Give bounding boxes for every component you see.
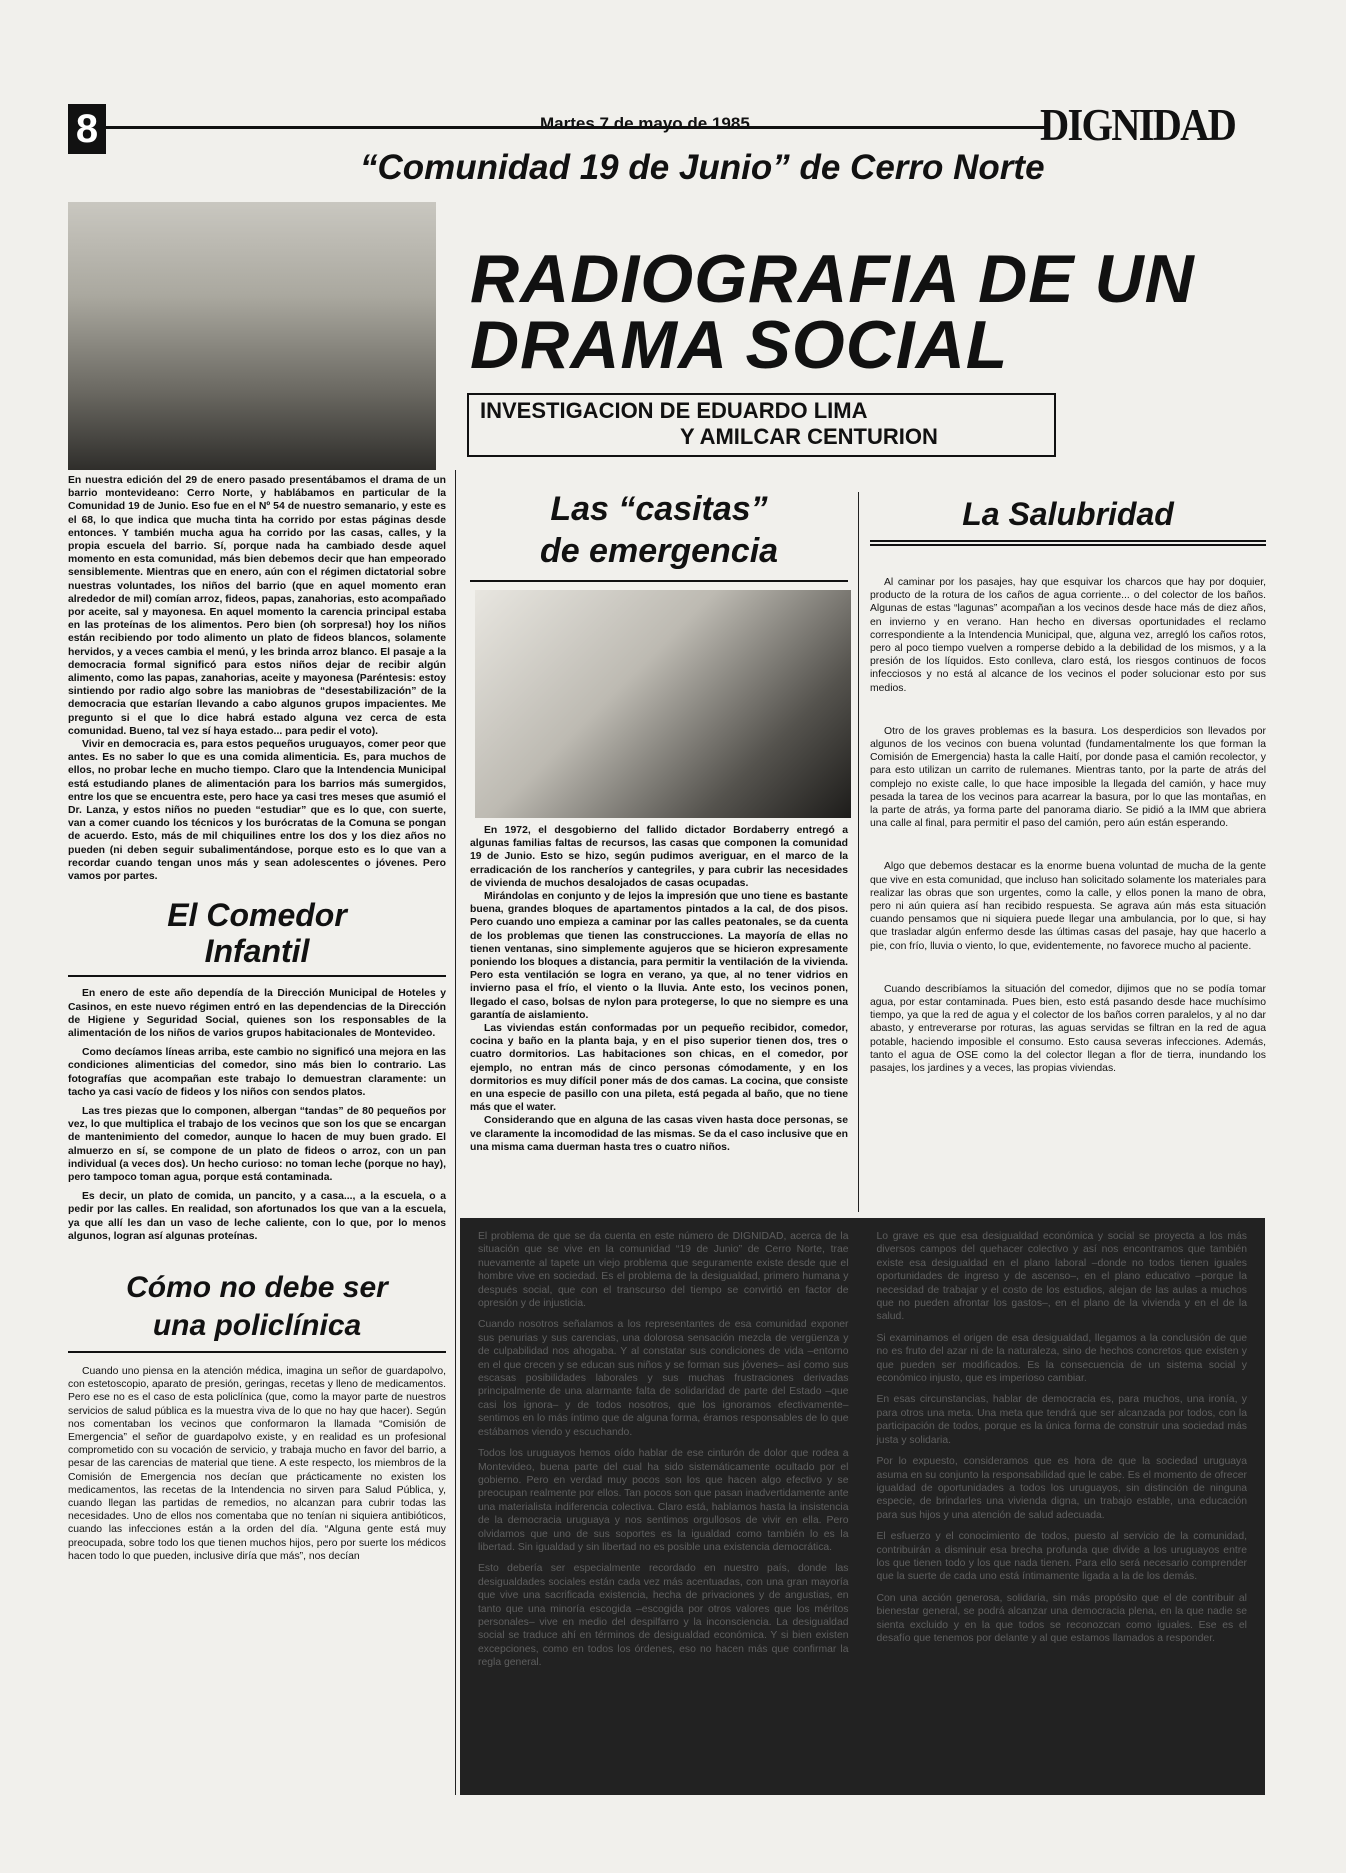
column-rule-1	[455, 470, 456, 1795]
editorial-paragraph: Con una acción generosa, solidaria, sin más propósito que el de contribuir al bienestar general, se podrá alcanzar una democracia plena, en la que nadie se sienta excluido y en la que todos se reconozcan como iguales. Ese es el desafío que tenemos por delante y al que estamos llamados a responder.	[876, 1592, 1247, 1644]
main-headline-line2: DRAMA SOCIAL	[470, 307, 1009, 383]
casitas-paragraph-4: Considerando que en alguna de las casas viven hasta doce personas, se ve claramente la incomodidad de las mismas. Se da el caso inclusive que en una misma cama duerman hasta tres o cuatro niños.	[470, 1115, 848, 1153]
issue-date: Martes 7 de mayo de 1985	[540, 114, 750, 133]
comedor-paragraph-3: Las tres piezas que lo componen, albergan “tandas” de 80 pequeños por vez, lo que multiplica el trabajo de los vecinos que son los que se encargan de mantenimiento del comedor, aunque lo hacen de muy buen grado. El almuerzo en sí, se compone de un plato de fideos o arroz, con un pan individual (a veces dos). Un hecho curioso: no toman leche (porque no hay), pero tampoco toman agua, porque está contaminada.	[68, 1105, 446, 1183]
editorial-paragraph: Lo grave es que esa desigualdad económica y social se proyecta a los más diversos campos del quehacer colectivo y así nos encontramos que también existe esa desigualdad en el plano laboral –donde no todos tienen iguales oportunidades de ingreso y de ascenso–, en el plano educativo –porque la necesidad de trabajar y el costo de los estudios, alejan de las aulas a muchos que no pueden afrontar los gastos–, en el plano de la vivienda y en el de la salud.	[876, 1231, 1247, 1323]
photo-emergency-houses	[475, 590, 851, 818]
salubridad-paragraph-3: Algo que debemos destacar es la enorme buena voluntad de mucha de la gente que vive en esta comunidad, que incluso han solicitado solamente los materiales para realizar las obras que son urgentes, como la calle, y ellos ponen la mano de obra, pero ni aún quiera así han recibido respuesta. Se agrava aún más esta situación cuando pensamos que ni siquiera puede llegar una ambulancia, por lo que, si hay que trasladar algún enfermo desde las últimas casas del pasaje, hay que hacerlo a pie, con frío, lluvia o viento, lo que, evidentemente, no favorece mucho al paciente.	[870, 861, 1266, 952]
editorial-box	[460, 1218, 1265, 1795]
column-rule-2	[858, 492, 859, 1212]
masthead: DIGNIDAD	[1040, 99, 1236, 150]
editorial-paragraph: Cuando nosotros señalamos a los representantes de esa comunidad exponer sus penurias y sus carencias, una dolorosa sensación mezcla de vergüenza y de culpabilidad nos ahogaba. Y al constatar sus condiciones de vida –entorno en el que crecen y se educan sus niños y se forman sus jóvenes– así como sus escasas posibilidades laborales y sus muchas frustraciones derivadas principalmente de una alarmante falta de solidaridad de parte del Estado –que casi los ignora– y de todos nosotros, que los ignoramos efectivamente– sentimos en lo más íntimo que de alguna forma, éramos responsables de lo que estábamos viendo y escuchando.	[478, 1319, 849, 1438]
casitas-paragraph-2: Mirándolas en conjunto y de lejos la impresión que uno tiene es bastante buena, grandes bloques de apartamentos pintados a la cal, de dos pisos. Pero cuando uno empieza a caminar por las calles peatonales, se da cuenta de los problemas que tienen las construcciones. La mayoría de ellas no tienen ventanas, sino simplemente agujeros que se hicieron expresamente poniendo los bloques a distancia, para permitir la ventilación de la vivienda. Pero esta ventilación se logra en verano, ya que, al no tener vidrios en invierno pasa el frío, el viento o la lluvia. Ante esto, los vecinos ponen, llegado el caso, bolsas de nylon para protegerse, lo que no siempre es una garantía de aislamiento.	[470, 891, 848, 1021]
comedor-paragraph-1: En enero de este año dependía de la Dirección Municipal de Hoteles y Casinos, en este nuevo régimen entró en las dependencias de la Dirección de Higiene y Seguridad Social, quienes son los responsables de la alimentación de los niños de varios grupos habitacionales de Montevideo.	[68, 988, 446, 1039]
policlinica-paragraph: Cuando uno piensa en la atención médica, imagina un señor de guardapolvo, con estetoscopio, aparato de presión, geringas, recetas y lleno de medicamentos. Pero ese no es el caso de esta policlínica (que, como la mayor parte de nuestros servicios de salud pública es la muestra viva de lo que no hay que hacer). Según nos comentaban los vecinos que conformaron la llamada “Comisión de Emergencia” el señor de guardapolvo existe, y en realidad es un profesional comprometido con su vocación de servicio, y trabaja mucho en favor del barrio, a pesar de las carencias de material que tiene. A este respecto, los miembros de la Comisión de Emergencia nos decían que prácticamente no existen los medicamentos, las recetas de la Intendencia no sirven para Salud Pública, y, cuando llegan las partidas de remedios, no alcanzan para cubrir todas las necesidades. Uno de ellos nos comentaba que no tenían ni siquiera antibióticos, cuando las infecciones están a la orden del día. “Alguna gente está muy preocupada, sobre todo los que tienen muchos hijos, pero por suerte los médicos hacen todo lo que pueden, inclusive diría que más”, nos decían	[68, 1365, 446, 1562]
casitas-title-rule	[470, 580, 848, 582]
photo-children-comedor	[68, 202, 436, 470]
salubridad-paragraph-1: Al caminar por los pasajes, hay que esquivar los charcos que hay por doquier, producto de la rotura de los caños de agua corriente... o del colector de los baños. Algunas de estas “lagunas” acompañan a los vecinos desde hace más de diez años, en invierno y en verano. Han hecho en diversas oportunidades el reclamo correspondiente a la Intendencia Municipal, que, alguna vez, arregló los caños rotos, pero al poco tiempo vuelven a romperse debido a la debilidad de los mismos, y a la presión de los líquidos. Esto conlleva, claro está, los riesgos continuos de focos infecciosos y no está al alcance de los vecinos el poder solucionar esto por sus medios.	[870, 577, 1266, 694]
editorial-paragraph: En esas circunstancias, hablar de democracia es, para muchos, una ironía, y para otros una meta. Una meta que tendrá que ser alcanzada por todos, con la participación de todos, porque es la única forma de construir una sociedad más justa y solidaria.	[876, 1394, 1247, 1446]
column-2-text	[470, 824, 848, 1154]
casitas-paragraph-3: Las viviendas están conformadas por un pequeño recibidor, comedor, cocina y baño en la planta baja, y en el piso superior tienen dos, tres o cuatro dormitorios. Las habitaciones son chicas, en el comedor, por ejemplo, no entran más de cinco personas cómodamente, y en los dormitorios es muy difícil poner más de dos camas. La cocina, que consiste en una especie de pasillo con una pileta, está pegada al baño, que no tiene más que el water.	[470, 1023, 848, 1114]
comedor-title-line2: Infantil	[204, 933, 310, 970]
main-headline-line1: RADIOGRAFIA DE UN	[470, 241, 1195, 317]
policlinica-title-rule	[68, 1351, 446, 1353]
casitas-title-line2: de emergencia	[539, 532, 779, 570]
editorial-paragraph: Si examinamos el origen de esa desigualdad, llegamos a la conclusión de que no es fruto del azar ni de la naturaleza, sino de hechos concretos que existen y que pueden ser modificados. Es la consecuencia de un sistema social y económico injusto, que es imperioso cambiar.	[876, 1332, 1247, 1385]
page-number: 8	[68, 104, 106, 154]
salubridad-title: La Salubridad	[962, 496, 1174, 532]
byline-line2: Y AMILCAR CENTURION	[680, 424, 938, 449]
editorial-paragraph: Por lo expuesto, consideramos que es hora de que la sociedad uruguaya asuma en su conjunto la responsabilidad que le cabe. Es el momento de ofrecer igualdad de oportunidades a todos los uruguayos, sin distinción de ninguna especie, de brindarles una vivienda digna, un trabajo estable, una educación para sus hijos y una atención de salud adecuada.	[876, 1456, 1247, 1521]
comedor-title-rule	[68, 975, 446, 977]
main-headline	[470, 241, 1195, 383]
section-title: “Comunidad 19 de Junio” de Cerro Norte	[360, 148, 1045, 187]
casitas-title-line1: Las “casitas”	[550, 490, 768, 528]
intro-paragraph: En nuestra edición del 29 de enero pasado presentábamos el drama de un barrio montevideano: Cerro Norte, y hablábamos en particular de la Comunidad 19 de Junio. Eso fue en el Nº 54 de nuestro semanario, y este es el 68, lo que indica que mucha tinta ha corrido por estas páginas desde entonces. Y también mucha agua ha corrido por las casas, calles, y la propia escuela del barrio. Sí, porque nada ha cambiado desde aquel momento en esta comunidad, más bien debemos decir que han empeorado sensiblemente. Mientras que en enero, aún con el régimen dictatorial sobre nuestras voluntades, los niños del barrio (que en aquel momento eran alrededor de mil) comían arroz, fideos, papas, zanahorias, esto acompañado por aceite, sal y mayonesa. En aquel momento la carencia principal estaba en las proteínas de los alimentos. Pero bien (oh sorpresa!) hoy los niños están recibiendo por todo alimento un plato de fideos blancos, solamente hervidos, y a veces cambia el menú, y les brinda arroz blanco. El pasaje a la democracia formal significó para estos niños dejar de recibir algún alimento, como las papas, zanahorias, aceite y mayonesa (Paréntesis: estoy sintiendo por radio algo sobre las maniobras de “desestabilización” de la democracia que estarían llevando a cabo algunos grupos impacientes. Me pregunto si el que lo dice habrá estado alguna vez cerca de esta comunidad. Bueno, tal vez sí haya estado... para pedir el voto).	[68, 475, 446, 737]
column-2	[470, 488, 848, 582]
editorial-paragraph: Todos los uruguayos hemos oído hablar de ese cinturón de dolor que rodea a Montevideo, buena parte del cual ha sido sistemáticamente ocultado por el gobierno. Pero en verdad muy pocos son los que hacen algo efectivo y se preocupan realmente por ellos. Tan pocos son que pasan inadvertidamente ante una materialista indiferencia colectiva. Claro está, hablamos hasta la insistencia de la democracia uruguaya y nos sentimos orgullosos de vivir en ella. Pero olvidamos que uno de sus soportes es la igualdad como también lo es la libertad. Sin igualdad y sin libertad no es posible una existencia democrática.	[478, 1448, 849, 1553]
column-3	[870, 494, 1266, 1075]
comedor-paragraph-4: Es decir, un plato de comida, un pancito, y a casa..., a la escuela, o a pedir por las calles. En realidad, son afortunados los que van a la escuela, ya que allí les dan un vaso de leche caliente, con lo que, por lo menos algunos, logran así algunas proteínas.	[68, 1191, 446, 1242]
salubridad-title-rule	[870, 540, 1266, 542]
salubridad-title-rule-2	[870, 544, 1266, 546]
casitas-paragraph-1: En 1972, el desgobierno del fallido dictador Bordaberry entregó a algunas familias faltas de recursos, las casas que componen la comunidad 19 de Junio. Esto se hizo, según pudimos averiguar, en el marco de la erradicación de los rancheríos y cantegriles, y para cubrir las necesidades de vivienda de muchos desalojados de casas ocupadas.	[470, 825, 848, 889]
salubridad-paragraph-2: Otro de los graves problemas es la basura. Los desperdicios son llevados por algunos de los vecinos con buena voluntad (fundamentalmente los que forman la Comisión de Emergencia) hasta la calle Haití, por donde pasa el camión recolector, y para esto utilizan un carrito de rulemanes. Mientras tanto, por la parte de atrás del complejo no existe calle, lo que hace imposible la llegada del camión, y hace muy pesada la tarea de los vecinos para acarrear la basura, por lo que las montañas, en la parte de atrás, ya forma parte del panorama diario. Se pidió a la IMM que abriera una calle al final, para permitir el paso del camión, pero aún están esperando.	[870, 725, 1266, 830]
comedor-paragraph-2: Como decíamos líneas arriba, este cambio no significó una mejora en las condiciones alimenticias del comedor, sino más bien lo contrario. Las fotografías que acompañan este trabajo lo demuestran claramente: un tacho ya casi vacío de fideos y los niños con sendos platos.	[68, 1047, 446, 1098]
comedor-title-line1: El Comedor	[167, 897, 347, 934]
policlinica-title-line1: Cómo no debe ser	[126, 1270, 388, 1304]
editorial-paragraph: Esto debería ser especialmente recordado en nuestro país, donde las desigualdades sociales están cada vez más acentuadas, con una gran mayoría que vive una sacrificada existencia, hecha de privaciones y de angustias, en tanto que una minoría escogida –escogida por otros valores que los méritos personales– vive en medio del despilfarro y la inconsciencia. La desigualdad social se traduce ahí en términos de desigualdad económica. Y si bien existen excepciones, como en todos los órdenes, eso no hacen más que confirmar la regla general.	[478, 1563, 849, 1669]
policlinica-title-line2: una policlínica	[152, 1308, 362, 1342]
salubridad-paragraph-4: Cuando describíamos la situación del comedor, dijimos que no se podía tomar agua, por estar contaminada. Pues bien, esto está pasando desde hace muchísimo tiempo, ya que la red de agua y el colector de los baños corren paralelos, y al no dar abasto, y entreverarse por roturas, las aguas servidas se filtran en la red de agua potable, haciendo imposible el consumo. Esto causa severas infecciones. Además, tanto el agua de OSE como la del colector llegan a flor de tierra, inundando los pasajes, los jardines y a veces, las propias viviendas.	[870, 983, 1266, 1075]
editorial-paragraph: El problema de que se da cuenta en este número de DIGNIDAD, acerca de la situación que se vive en la comunidad “19 de Junio” de Cerro Norte, trae nuevamente al tapete un viejo problema que seguramente existe desde que el hombre vive en sociedad. Es el problema de la desigualdad, primero humana y después social, que con el transcurso del tiempo se convirtió en factor de opresión y de injusticia.	[478, 1231, 849, 1310]
editorial-paragraph: El esfuerzo y el conocimiento de todos, puesto al servicio de la comunidad, contribuirán a disminuir esa brecha profunda que divide a los uruguayos entre los que tienen todo y los que nada tienen. Para ello será necesario comprender que la suerte de cada uno está íntimamente ligada a la de los demás.	[876, 1531, 1247, 1583]
byline-line1: INVESTIGACION DE EDUARDO LIMA	[480, 398, 868, 423]
intro-paragraph-2: Vivir en democracia es, para estos pequeños uruguayos, comer peor que antes. Es no saber lo que es una comida alimenticia. Es, para muchos de ellos, no probar leche en mucho tiempo. Claro que la Intendencia Municipal está estudiando planes de alimentación para los barrios más sumergidos, entre los que se encuentra este, pero hace ya casi tres meses que asumió el Dr. Lanza, y estos niños no pueden “estudiar” que es lo que, con suerte, van a comer cuando los técnicos y los burócratas de la Comuna se pongan de acuerdo. Esto, más de mil chiquilines entre los dos y los diez años no pueden (ni deben seguir subalimentándose, porque esto es lo que van a recordar cuando tengan unos más y sean adolescentes o jóvenes. Pero vamos por partes.	[68, 739, 446, 883]
column-1	[68, 474, 446, 1563]
